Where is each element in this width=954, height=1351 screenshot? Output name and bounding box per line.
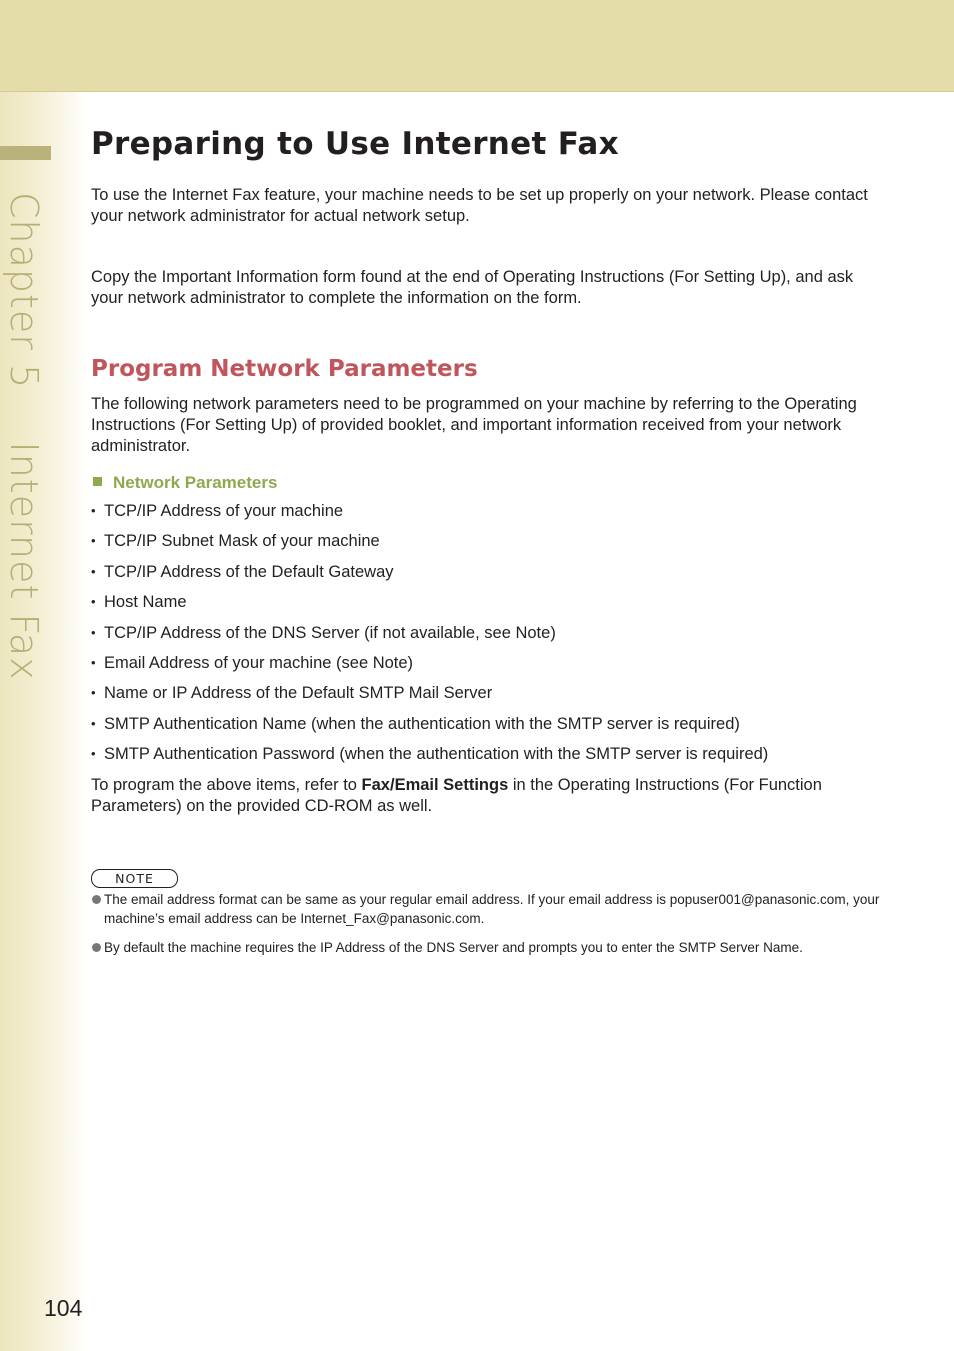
header-band bbox=[0, 0, 954, 92]
program-instructions bbox=[91, 775, 881, 817]
network-parameters-heading bbox=[93, 472, 277, 494]
list-item: • Email Address of your machine (see Note) bbox=[91, 652, 768, 682]
list-item: • Host Name bbox=[91, 591, 768, 621]
intro-paragraph-1: To use the Internet Fax feature, your machine needs to be set up properly on your network. Please contact your network administrator for actual network setup. bbox=[91, 186, 868, 225]
list-item: • TCP/IP Address of the DNS Server (if not available, see Note) bbox=[91, 622, 768, 652]
program-text-after: in the Operating Instructions (For Function Parameters) on the provided CD-ROM as well. bbox=[91, 776, 822, 815]
program-text-before: To program the above items, refer to bbox=[91, 776, 362, 794]
list-item: • TCP/IP Subnet Mask of your machine bbox=[91, 530, 768, 560]
parameter-list bbox=[91, 500, 768, 774]
page-title: Preparing to Use Internet Fax bbox=[91, 126, 619, 162]
list-item: • TCP/IP Address of your machine bbox=[91, 500, 768, 530]
list-item: • Name or IP Address of the Default SMTP Mail Server bbox=[91, 682, 768, 712]
note-item bbox=[104, 890, 904, 928]
chapter-label: Chapter 5 Internet Fax bbox=[2, 192, 46, 681]
bullet-dot-icon bbox=[92, 943, 101, 952]
intro-paragraph-2: Copy the Important Information form found at the end of Operating Instructions (For Setting Up), and ask your network administrator to complete the information on the form. bbox=[91, 268, 854, 307]
bullet-dot-icon bbox=[92, 895, 101, 904]
note-badge: NOTE bbox=[91, 869, 178, 888]
list-item: • SMTP Authentication Name (when the authentication with the SMTP server is required) bbox=[91, 713, 768, 743]
note-text: By default the machine requires the IP Address of the DNS Server and prompts you to enter the SMTP Server Name. bbox=[104, 940, 803, 955]
page-number: 104 bbox=[44, 1295, 83, 1321]
list-item: • SMTP Authentication Password (when the authentication with the SMTP server is required) bbox=[91, 743, 768, 773]
section-description: The following network parameters need to be programmed on your machine by referring to the Operating Instructions (For Setting Up) of provided booklet, and important information received from your network administrator. bbox=[91, 395, 857, 455]
note-item bbox=[104, 938, 904, 957]
network-parameters-label: Network Parameters bbox=[113, 473, 278, 492]
section-heading: Program Network Parameters bbox=[91, 356, 478, 382]
program-text-bold: Fax/Email Settings bbox=[361, 776, 509, 794]
square-bullet-icon bbox=[93, 477, 102, 486]
note-text: The email address format can be same as your regular email address. If your email address is popuser001@panasonic.com, your machine’s email address can be Internet_Fax@panasonic.com. bbox=[104, 892, 880, 926]
chapter-marker bbox=[0, 146, 51, 160]
list-item: • TCP/IP Address of the Default Gateway bbox=[91, 561, 768, 591]
